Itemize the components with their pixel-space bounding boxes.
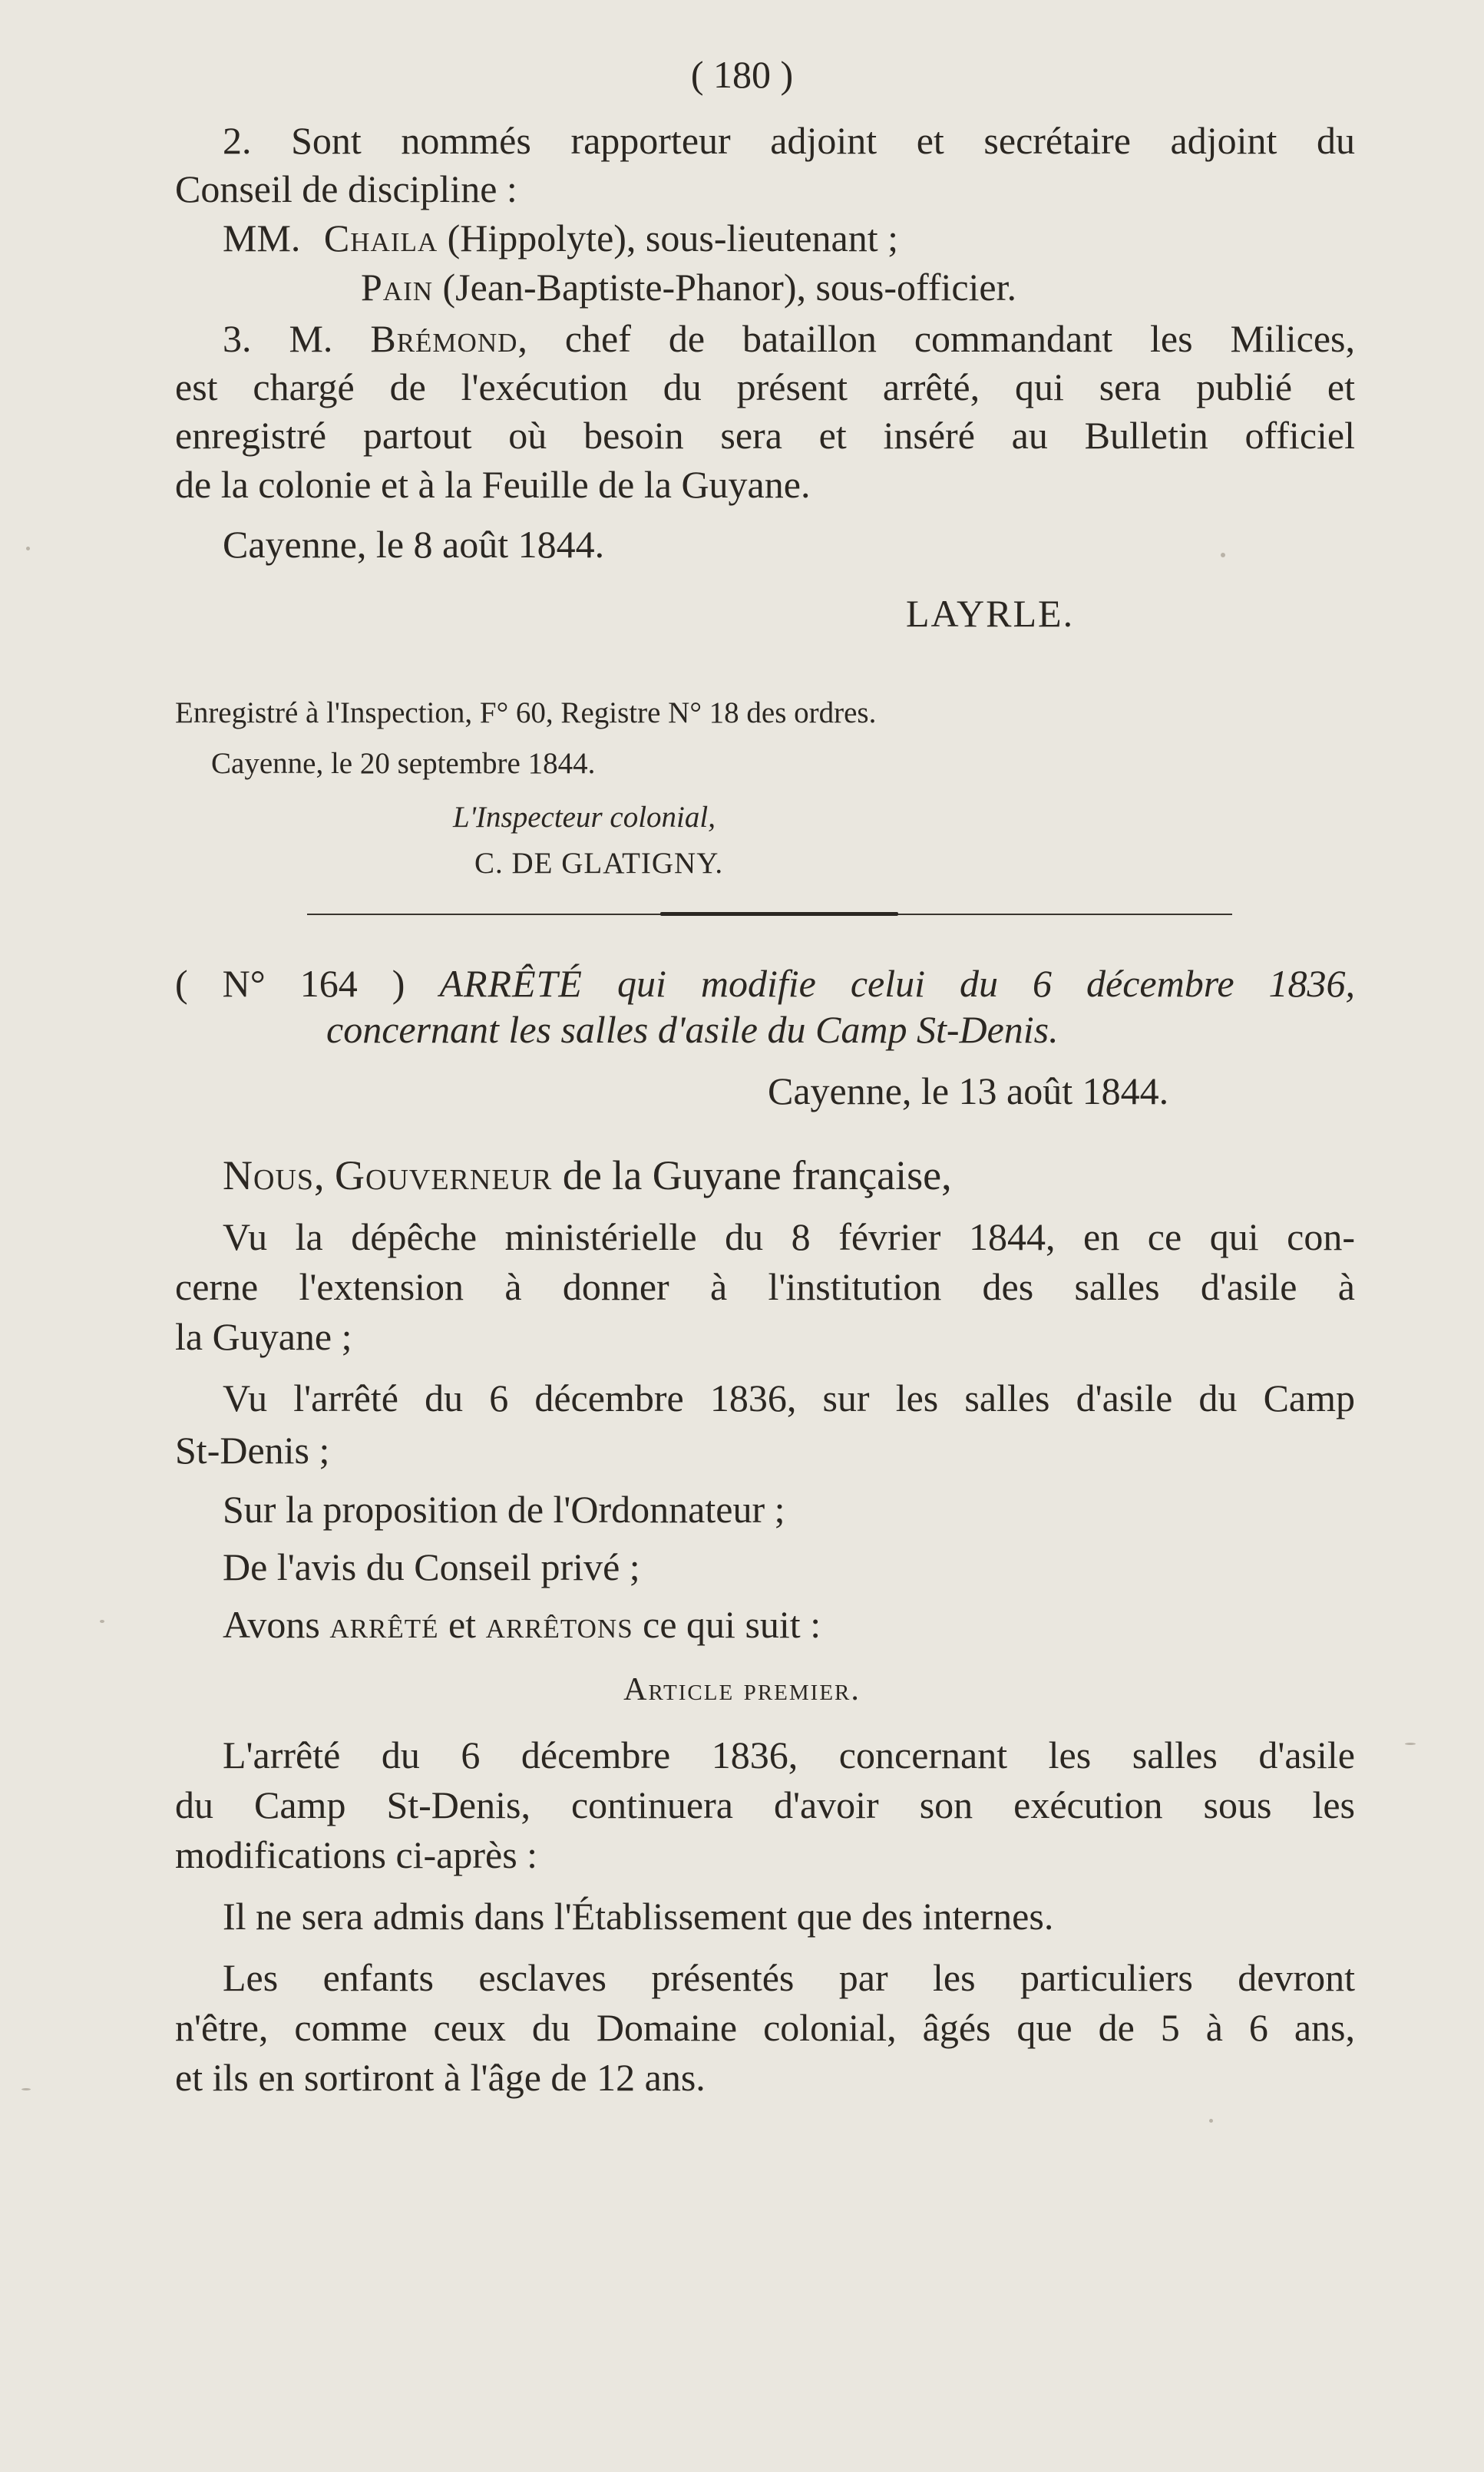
- article-1-line-2: du Camp St-Denis, continuera d'avoir son exécution sous les: [175, 1783, 1355, 1826]
- article-3-line-1: [223, 315, 1355, 362]
- avons-arrete: [223, 1601, 821, 1648]
- article-1-line-1: L'arrêté du 6 décembre 1836, concernant les salles d'asile: [223, 1733, 1355, 1776]
- article-3-rest: , chef de bataillon commandant les Milices,: [517, 317, 1355, 360]
- bremond-name: Brémond: [370, 317, 518, 360]
- preamble-nous: Nous: [223, 1152, 315, 1198]
- article-1-enfants-line-3: et ils en sortiront à l'âge de 12 ans.: [175, 2056, 706, 2099]
- appointee-pain: [361, 263, 1016, 311]
- decree-title-rest: qui modifie celui du 6 décembre 1836,: [616, 962, 1356, 1005]
- mm-label: MM.: [223, 216, 301, 259]
- article-3-line-2: est chargé de l'exécution du présent arrêté, qui sera publié et: [175, 365, 1355, 408]
- article-2-line-2: Conseil de discipline :: [175, 167, 517, 210]
- preamble-rest: de la Guyane française,: [562, 1152, 952, 1198]
- vu-1-line-3: la Guyane ;: [175, 1315, 352, 1358]
- paper-speck: [1221, 553, 1225, 557]
- paper-speck: [26, 547, 30, 550]
- sur-proposition: Sur la proposition de l'Ordonnateur ;: [223, 1488, 785, 1531]
- avis-conseil: De l'avis du Conseil privé ;: [223, 1545, 640, 1588]
- article-1-internes: Il ne sera admis dans l'Établissement que des internes.: [223, 1895, 1054, 1938]
- decree-date: Cayenne, le 13 août 1844.: [768, 1069, 1169, 1112]
- decree-title-line-2: concernant les salles d'asile du Camp St-Denis.: [326, 1008, 1059, 1051]
- article-heading: Article premier.: [623, 1672, 861, 1707]
- vu-2-line-2: St-Denis ;: [175, 1429, 330, 1472]
- article-2-line-1: 2. Sont nommés rapporteur adjoint et secrétaire adjoint du: [223, 119, 1355, 162]
- avons-rest: ce qui suit :: [643, 1603, 821, 1646]
- inspector-title: L'Inspecteur colonial,: [453, 801, 716, 834]
- article-1-enfants-line-1: Les enfants esclaves présentés par les particuliers devront: [223, 1956, 1355, 1999]
- avons-word: Avons: [223, 1603, 320, 1646]
- pain-details: (Jean-Baptiste-Phanor), sous-officier.: [442, 266, 1017, 309]
- arretons-word: arrêtons: [485, 1603, 633, 1646]
- arrete-word: arrêté: [329, 1603, 439, 1646]
- decree-number: ( N° 164 ): [175, 962, 405, 1005]
- governor-signature: LAYRLE.: [906, 592, 1075, 635]
- vu-1-line-2: cerne l'extension à donner à l'institution des salles d'asile à: [175, 1265, 1355, 1308]
- article-1-line-3: modifications ci-après :: [175, 1833, 538, 1876]
- paper-speck: [1405, 1743, 1416, 1745]
- section-separator-ornament: [660, 912, 898, 916]
- decree-title-line-1: [175, 960, 1355, 1007]
- paper-speck: [21, 2088, 31, 2090]
- article-3-line-3: enregistré partout où besoin sera et inséré au Bulletin officiel: [175, 414, 1355, 457]
- preamble: Nous, Gouverneur de la Guyane française,: [223, 1152, 952, 1198]
- pain-name: Pain: [361, 266, 434, 309]
- paper-speck: [100, 1620, 104, 1623]
- appointee-chaila: [223, 214, 898, 262]
- vu-2-line-1: Vu l'arrêté du 6 décembre 1836, sur les salles d'asile du Camp: [223, 1376, 1355, 1419]
- page-number: ( 180 ): [690, 53, 794, 96]
- registration-line-2: Cayenne, le 20 septembre 1844.: [211, 747, 596, 780]
- vu-1-line-1: Vu la dépêche ministérielle du 8 février 1844, en ce qui con-: [223, 1215, 1355, 1258]
- et-word: et: [448, 1603, 477, 1646]
- registration-line-1: Enregistré à l'Inspection, F° 60, Registre N° 18 des ordres.: [175, 696, 877, 729]
- article-3-line-4: de la colonie et à la Feuille de la Guyane.: [175, 463, 811, 506]
- article-3-prefix: 3. M.: [223, 317, 333, 360]
- signing-date: Cayenne, le 8 août 1844.: [223, 523, 605, 566]
- inspector-name: C. DE GLATIGNY.: [474, 847, 724, 880]
- paper-speck: [1209, 2119, 1213, 2123]
- preamble-gouverneur: Gouverneur: [335, 1152, 553, 1198]
- chaila-details: (Hippolyte), sous-lieutenant ;: [447, 216, 899, 259]
- article-1-enfants-line-2: n'être, comme ceux du Domaine colonial, âgés que de 5 à 6 ans,: [175, 2006, 1355, 2049]
- chaila-name: Chaila: [323, 216, 438, 259]
- decree-keyword: ARRÊTÉ: [439, 962, 583, 1005]
